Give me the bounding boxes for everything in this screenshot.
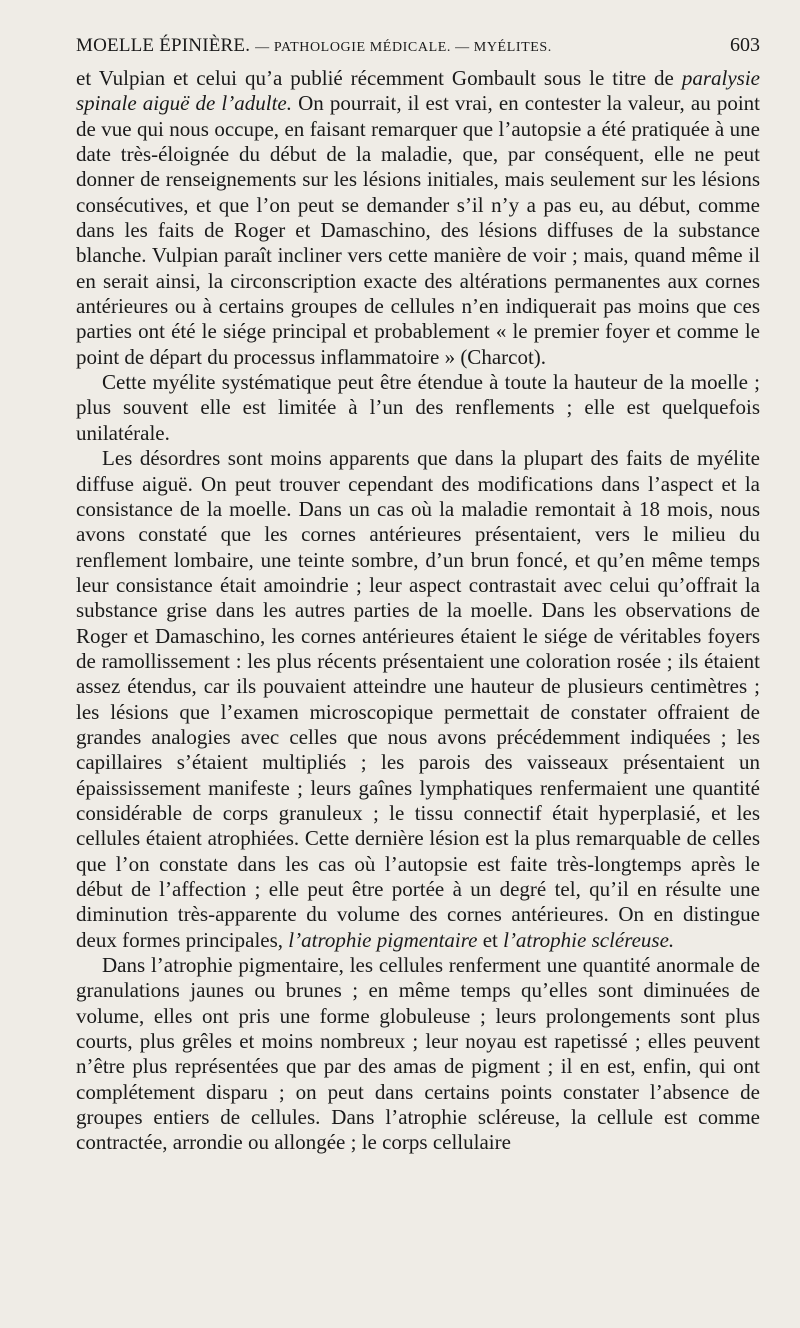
- page-number: 603: [730, 34, 760, 56]
- text-run: On pourrait, il est vrai, en contester la valeur, au point de vue qui nous occupe, en faisant remarquer que l’autopsie a été pratiquée à une date très-éloignée du début de la maladie, que, par conséquent, elle ne peut donner de renseignements sur les lésions initiales, mais seulement sur les lésions consécutives, et que l’on peut se demander s’il n’y a pas eu, au début, comme dans les faits de Roger et Damaschino, des lésions diffuses de la substance blanche. Vulpian paraît incliner vers cette manière de voir ; mais, quand même il en serait ainsi, la circonscription exacte des altérations permanentes aux cornes antérieures ou à certains groupes de cellules n’en indiquerait pas moins que ces parties ont été le siége principal et probablement « le premier foyer et comme le point de départ du processus inflammatoire » (Charcot).: [76, 91, 760, 369]
- paragraph: [76, 953, 760, 1156]
- running-title-main: MOELLE ÉPINIÈRE.: [76, 35, 251, 56]
- running-title: [76, 35, 552, 57]
- paragraph: [76, 446, 760, 953]
- italic-text: l’atrophie pigmentaire: [288, 927, 478, 952]
- text-run: Cette myélite systématique peut être étendue à toute la hauteur de la moelle ; plus souvent elle est limitée à l’un des renflements ; elle est quelquefois unilatérale.: [76, 370, 760, 445]
- running-title-sub: — PATHOLOGIE MÉDICALE. — MYÉLITES.: [255, 40, 552, 55]
- text-run: Les désordres sont moins apparents que dans la plupart des faits de myélite diffuse aiguë. On peut trouver cependant des modifications dans l’aspect et la consistance de la moelle. Dans un cas où la maladie remontait à 18 mois, nous avons constaté que les cornes antérieures présentaient, vers le milieu du renflement lombaire, une teinte sombre, d’un brun foncé, et qu’en même temps leur consistance était amoindrie ; leur aspect contrastait avec celui qu’offrait la substance grise dans les autres parties de la moelle. Dans les observations de Roger et Damaschino, les cornes antérieures étaient le siége de véritables foyers de ramollissement : les plus récents présentaient une coloration rosée ; ils étaient assez étendus, car ils pouvaient atteindre une hauteur de plusieurs centimètres ; les lésions que l’examen microscopique permettait de constater offraient de grandes analogies avec celles que nous avons précédemment indiquées ; les capillaires s’étaient multipliés ; les parois des vaisseaux présentaient un épaississement manifeste ; leurs gaînes lymphatiques renfermaient une quantité considérable de corps granuleux ; le tissu connectif était hyperplasié, et les cellules étaient atrophiées. Cette dernière lésion est la plus remarquable de celles que l’on constate dans les cas où l’autopsie est faite très-longtemps après le début de l’affection ; elle peut être portée à un degré tel, qu’il en résulte une diminution très-apparente du volume des cornes antérieures. On en distingue deux formes principales,: [76, 446, 760, 952]
- italic-text: l’atrophie scléreuse.: [503, 927, 675, 952]
- paragraph: [76, 370, 760, 446]
- text-run: Dans l’atrophie pigmentaire, les cellules renferment une quantité anormale de granulations jaunes ou brunes ; en même temps qu’elles sont diminuées de volume, elles ont pris une forme globuleuse ; leurs prolongements sont plus courts, plus grêles et moins nombreux ; leur noyau est rapetissé ; elles peuvent n’être plus représentées que par des amas de pigment ; il en est, enfin, qui ont complétement disparu ; on peut dans certains points constater l’absence de groupes entiers de cellules. Dans l’atrophie scléreuse, la cellule est comme contractée, arrondie ou allongée ; le corps cellulaire: [76, 953, 760, 1155]
- body-text: [76, 66, 760, 1156]
- italic-text: paralysie spinale aiguë de l’adulte.: [76, 66, 760, 116]
- running-header: [76, 34, 760, 64]
- paragraph: [76, 66, 760, 370]
- text-run: et: [477, 927, 504, 952]
- text-run: et Vulpian et celui qu’a publié récemment Gombault sous le titre de: [76, 66, 682, 90]
